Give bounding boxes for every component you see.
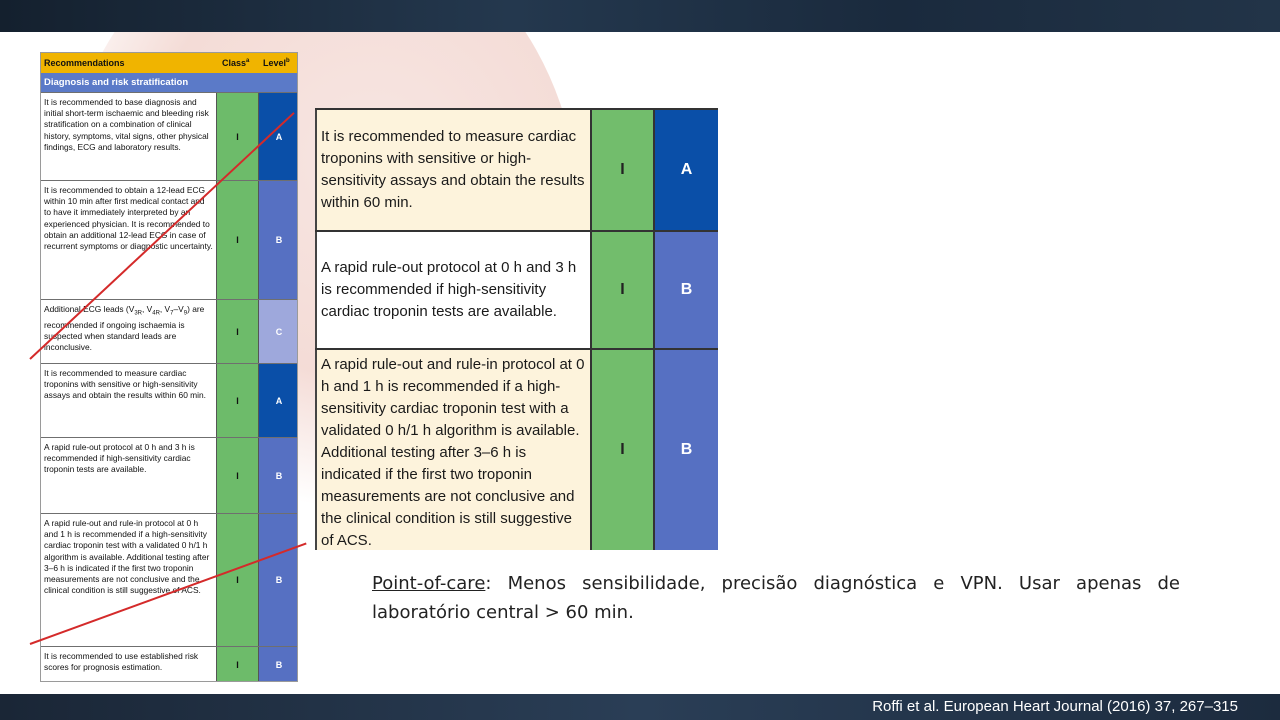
row-class: I bbox=[216, 300, 258, 363]
table-row bbox=[41, 299, 298, 363]
row-level: B bbox=[258, 438, 298, 513]
header-class bbox=[222, 58, 249, 68]
row-text: It is recommended to measure cardiac troponins with sensitive or high-sensitivity assays and obtain the results within 60 min. bbox=[315, 110, 590, 230]
row-level: A bbox=[258, 364, 298, 437]
table-row bbox=[41, 646, 298, 682]
row-text: It is recommended to base diagnosis and initial short-term ischaemic and bleeding risk stratification on a combination of clinical history, symptoms, vital signs, other physical findings, ECG and laboratory results. bbox=[41, 93, 216, 180]
caption-text bbox=[372, 569, 1180, 627]
row-level: B bbox=[655, 350, 718, 550]
citation: Roffi et al. European Heart Journal (2016) 37, 267–315 bbox=[872, 698, 1238, 715]
row-level: B bbox=[258, 181, 298, 299]
row-text: It is recommended to use established risk scores for prognosis estimation. bbox=[41, 647, 216, 682]
header-level-sup: b bbox=[286, 58, 290, 64]
section-header bbox=[41, 73, 298, 92]
row-level: B bbox=[258, 647, 298, 682]
table-row bbox=[41, 363, 298, 437]
table-row bbox=[315, 108, 718, 230]
caption-body: : Menos sensibilidade, precisão diagnóstica e VPN. Usar apenas de laboratório central > 60 min. bbox=[372, 573, 1180, 623]
caption-term: Point-of-care bbox=[372, 573, 486, 594]
guidelines-table-zoomed bbox=[315, 108, 718, 550]
row-text: It is recommended to obtain a 12-lead ECG within 10 min after first medical contact and to have it immediately interpreted by an experienced physician. It is recommended to obtain an additional 12-lead ECG in case of recurrent symptoms or diagnostic uncertainty. bbox=[41, 181, 216, 299]
section-title: Diagnosis and risk stratification bbox=[44, 77, 189, 88]
row-text: A rapid rule-out and rule-in protocol at 0 h and 1 h is recommended if a high-sensitivity cardiac troponin test with a validated 0 h/1 h algorithm is available. Additional testing after 3–6 h is indicated if the first two troponin measurements are not conclusive and the clinical condition is still suggestive of ACS. bbox=[315, 350, 590, 550]
header-class-sup: a bbox=[246, 58, 250, 64]
row-class: I bbox=[216, 181, 258, 299]
row-level: C bbox=[258, 300, 298, 363]
row-class: I bbox=[216, 438, 258, 513]
row-text: A rapid rule-out and rule-in protocol at 0 h and 1 h is recommended if a high-sensitivity cardiac troponin test with a validated 0 h/1 h algorithm is available. Additional testing after 3–6 h is indicated if the first two troponin measurements are not conclusive and the clinical condition is still suggestive of ACS. bbox=[41, 514, 216, 646]
row-text: It is recommended to measure cardiac troponins with sensitive or high-sensitivity assays and obtain the results within 60 min. bbox=[41, 364, 216, 437]
row-level: B bbox=[258, 514, 298, 646]
row-level: B bbox=[655, 232, 718, 348]
row-class: I bbox=[216, 93, 258, 180]
table-row bbox=[41, 437, 298, 513]
header-recommendations: Recommendations bbox=[44, 58, 125, 68]
header-class-label: Class bbox=[222, 58, 247, 68]
row-level: A bbox=[258, 93, 298, 180]
table-row bbox=[41, 180, 298, 299]
row-text: A rapid rule-out protocol at 0 h and 3 h is recommended if high-sensitivity cardiac troponin tests are available. bbox=[41, 438, 216, 513]
row-class: I bbox=[216, 364, 258, 437]
row-text: A rapid rule-out protocol at 0 h and 3 h is recommended if high-sensitivity cardiac troponin tests are available. bbox=[315, 232, 590, 348]
header-level bbox=[263, 58, 290, 68]
row-text: Additional ECG leads ($V_{3R}$, $V_{4R}$, $V_7-V_9$) are recommended if ongoing ischaemia is suspected when standard leads are inconclusive. bbox=[41, 300, 216, 363]
table-row bbox=[41, 92, 298, 180]
top-background-band bbox=[0, 0, 1280, 32]
row-class: I bbox=[590, 232, 655, 348]
table-row bbox=[315, 230, 718, 348]
header-level-label: Level bbox=[263, 58, 287, 68]
row-class: I bbox=[216, 647, 258, 682]
row-level: A bbox=[655, 110, 718, 230]
row-class: I bbox=[216, 514, 258, 646]
row-class: I bbox=[590, 110, 655, 230]
row-class: I bbox=[590, 350, 655, 550]
table-row bbox=[315, 348, 718, 550]
slide bbox=[0, 32, 1280, 694]
table-header bbox=[41, 53, 298, 73]
